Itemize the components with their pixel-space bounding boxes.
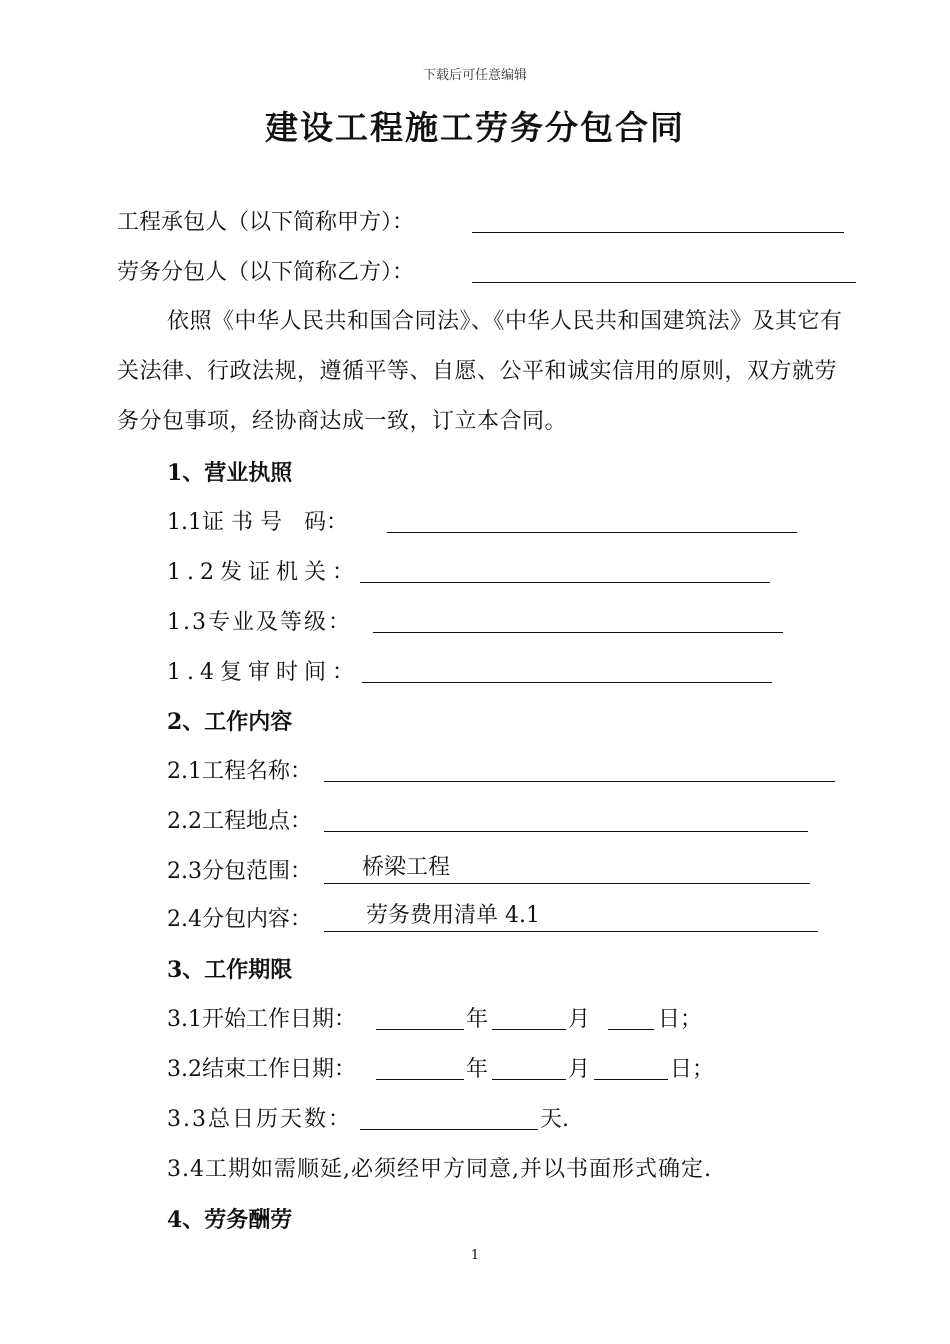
review-date-field[interactable] bbox=[362, 682, 772, 683]
party-b-label: 劳务分包人（以下简称乙方）： bbox=[117, 260, 415, 285]
total-days-suffix: 天. bbox=[540, 1107, 569, 1132]
project-location-field[interactable] bbox=[324, 831, 808, 832]
issuing-authority-label: 1.2发证机关： bbox=[167, 560, 360, 585]
start-year-unit: 年 bbox=[466, 1007, 489, 1032]
extension-clause: 3.4工期如需顺延,必须经甲方同意,并以书面形式确定. bbox=[167, 1157, 712, 1182]
total-days-field[interactable] bbox=[360, 1129, 538, 1130]
project-location-label: 2.2工程地点： bbox=[167, 809, 312, 834]
end-month-field[interactable] bbox=[492, 1079, 566, 1080]
subcontract-content-label: 2.4分包内容： bbox=[167, 907, 312, 932]
party-b-field[interactable] bbox=[472, 282, 856, 283]
section3-heading: 3、工作期限 bbox=[167, 957, 293, 983]
start-month-field[interactable] bbox=[492, 1029, 566, 1030]
end-date-label: 3.2结束工作日期： bbox=[167, 1057, 356, 1082]
subcontract-scope-value: 桥梁工程 bbox=[362, 855, 451, 880]
section4-heading: 4、劳务酬劳 bbox=[167, 1207, 293, 1233]
project-name-label: 2.1工程名称： bbox=[167, 759, 312, 784]
specialty-grade-label: 1.3专业及等级： bbox=[167, 610, 352, 635]
end-year-unit: 年 bbox=[466, 1057, 489, 1082]
subcontract-content-field[interactable] bbox=[324, 901, 818, 932]
specialty-grade-field[interactable] bbox=[373, 632, 783, 633]
end-year-field[interactable] bbox=[376, 1079, 464, 1080]
start-year-field[interactable] bbox=[376, 1029, 464, 1030]
intro-paragraph bbox=[117, 297, 857, 447]
subcontract-content-value: 劳务费用清单 4.1 bbox=[366, 903, 540, 928]
party-a-field[interactable] bbox=[472, 232, 844, 233]
intro-text: 依照《中华人民共和国合同法》、《中华人民共和国建筑法》及其它有关法律、行政法规，遵循平等、自愿、公平和诚实信用的原则，双方就劳务分包事项，经协商达成一致，订立本合同。 bbox=[117, 309, 843, 434]
section2-heading: 2、工作内容 bbox=[167, 709, 293, 735]
issuing-authority-field[interactable] bbox=[360, 582, 770, 583]
end-day-unit: 日； bbox=[670, 1057, 715, 1082]
subcontract-scope-label: 2.3分包范围： bbox=[167, 859, 312, 884]
section1-heading: 1、营业执照 bbox=[167, 460, 293, 486]
start-day-unit: 日； bbox=[658, 1007, 703, 1032]
start-month-unit: 月 bbox=[568, 1007, 591, 1032]
subcontract-scope-field[interactable] bbox=[324, 853, 810, 884]
page-number: 1 bbox=[470, 1248, 480, 1263]
total-days-label: 3.3总日历天数： bbox=[167, 1107, 352, 1132]
end-month-unit: 月 bbox=[568, 1057, 591, 1082]
license-number-field[interactable] bbox=[387, 532, 797, 533]
end-day-field[interactable] bbox=[594, 1079, 668, 1080]
document-title: 建设工程施工劳务分包合同 bbox=[265, 108, 685, 147]
start-date-label: 3.1开始工作日期： bbox=[167, 1007, 356, 1032]
header-note: 下载后可任意编辑 bbox=[422, 68, 527, 83]
party-a-label: 工程承包人（以下简称甲方）： bbox=[117, 210, 415, 235]
project-name-field[interactable] bbox=[324, 781, 835, 782]
review-date-label: 1.4复审时间： bbox=[167, 660, 360, 685]
start-day-field[interactable] bbox=[608, 1029, 654, 1030]
license-number-label: 1.1证 书 号 码： bbox=[167, 510, 348, 535]
